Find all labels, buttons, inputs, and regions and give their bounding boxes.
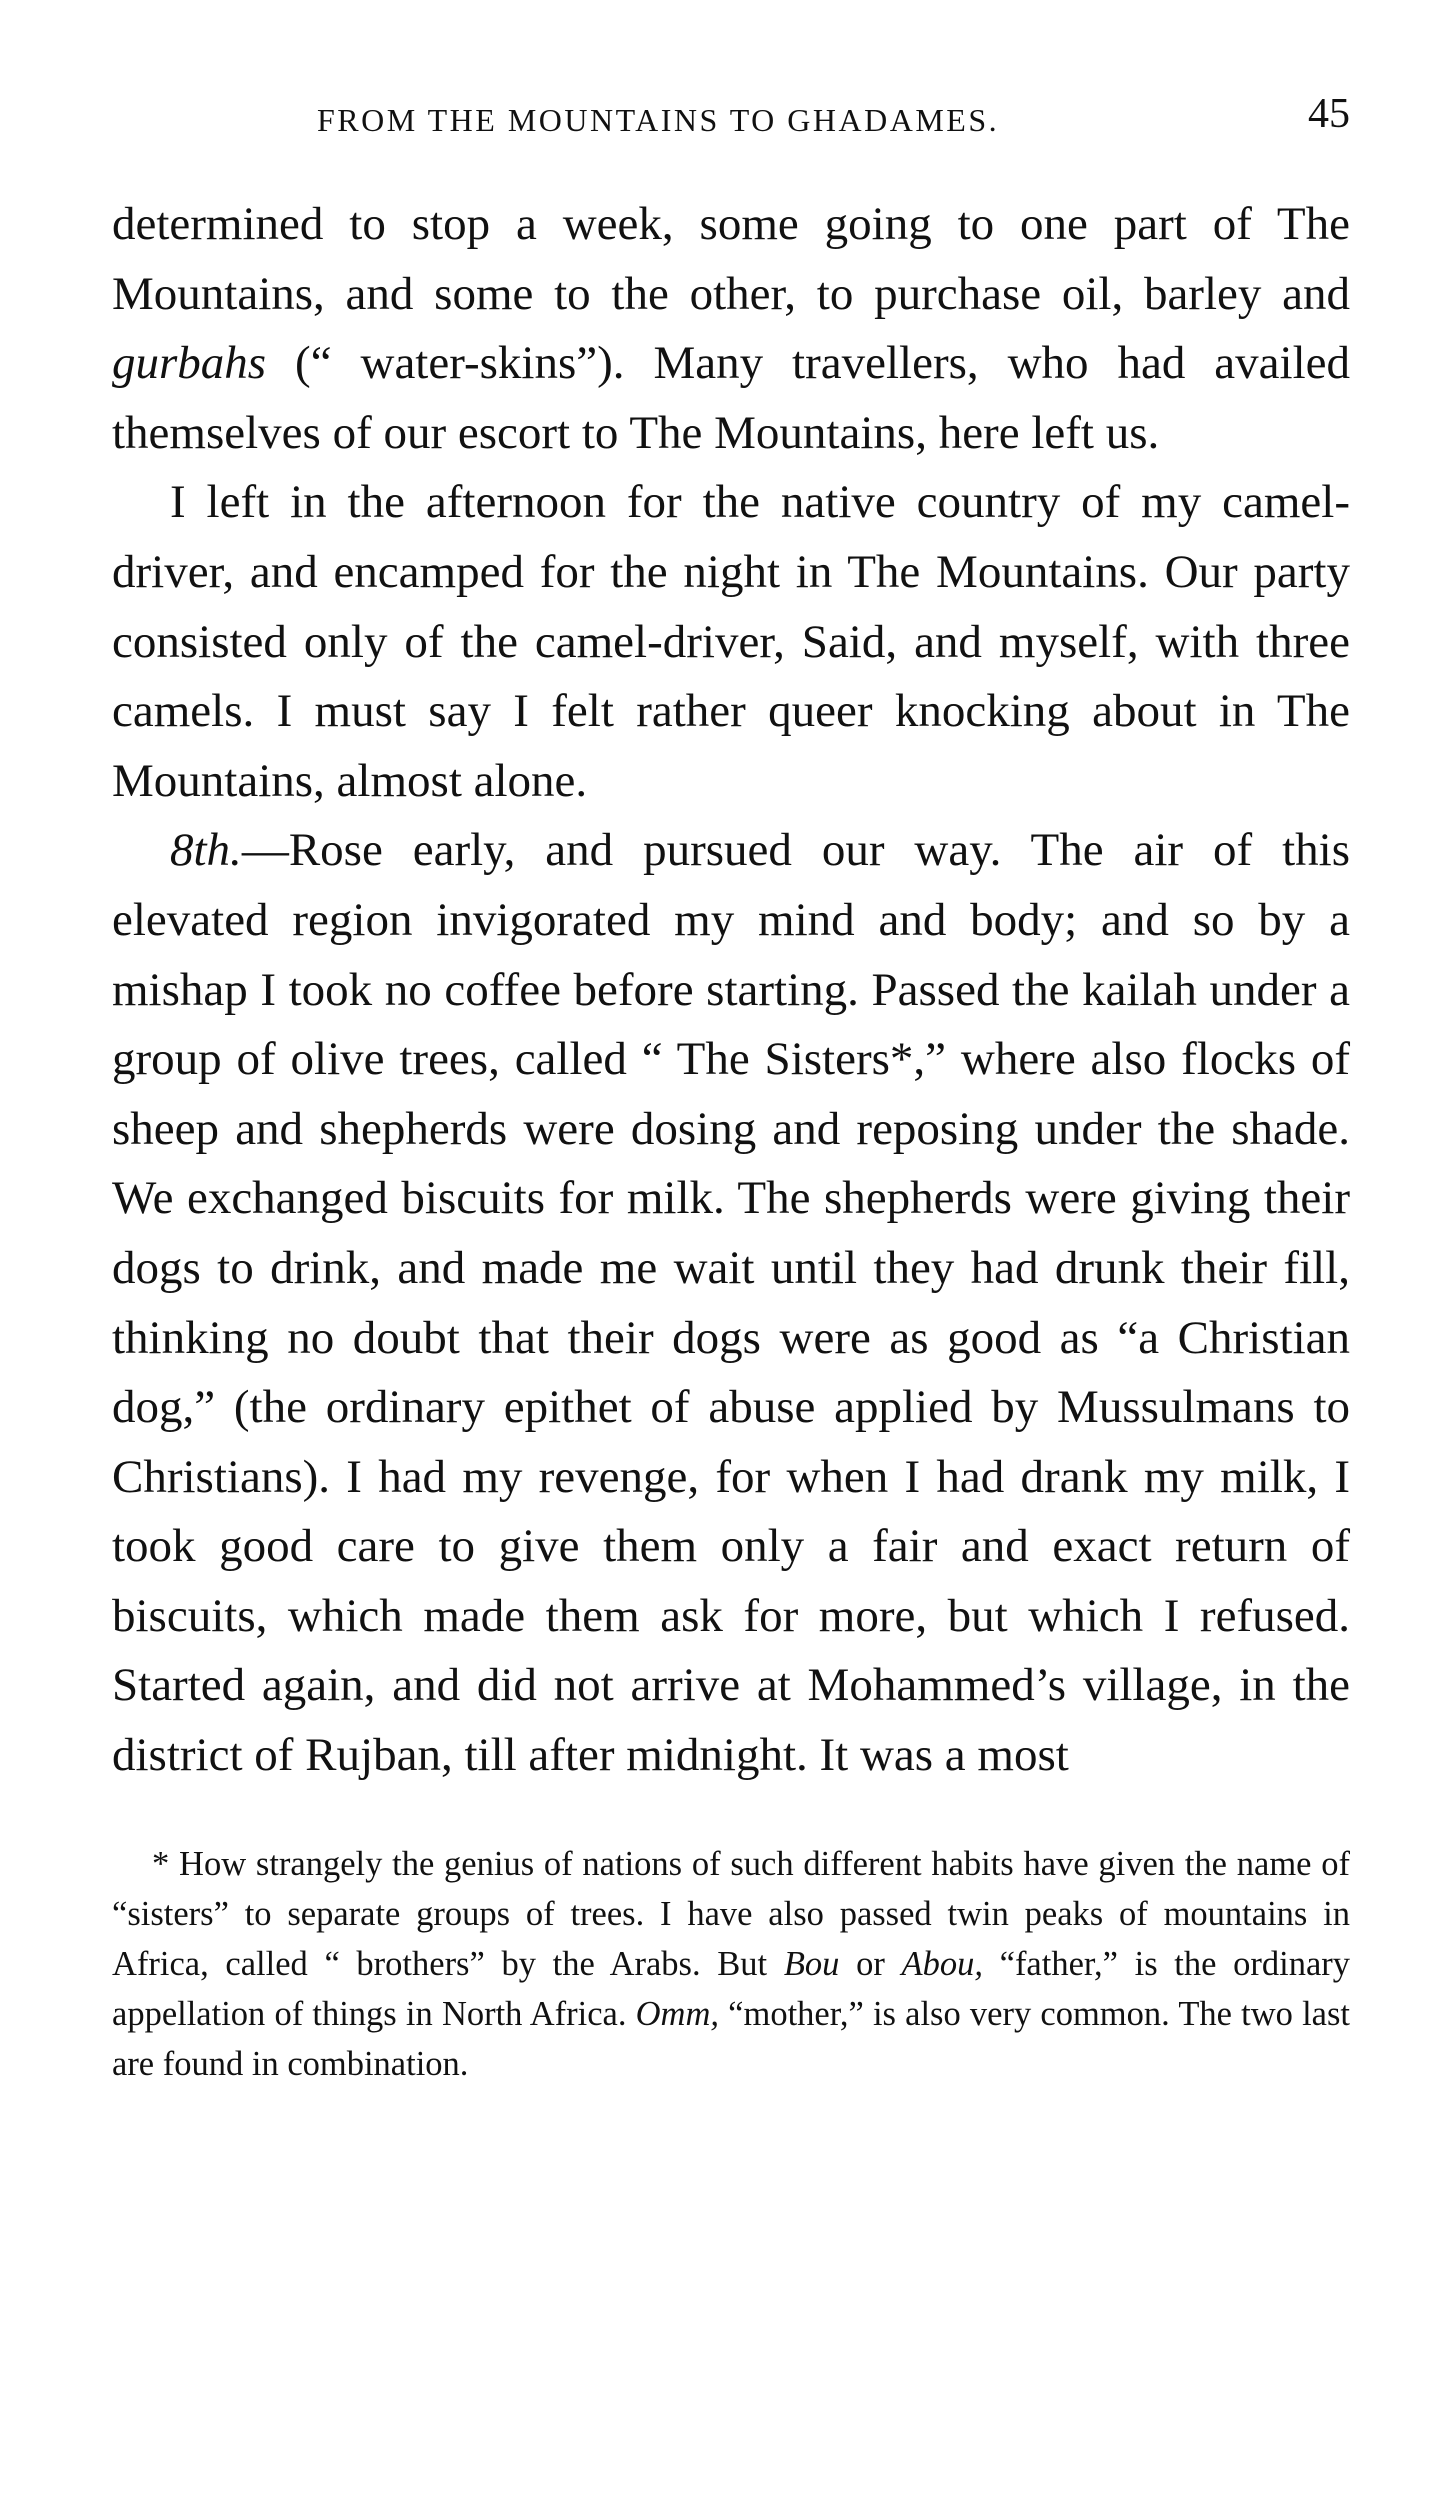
- page-number: 45: [1308, 91, 1350, 137]
- paragraph-1: [112, 190, 1350, 468]
- footnote-text-c: or: [839, 1944, 902, 1983]
- paragraph-1-text-c: (“ water-skins”). Many travellers, who had availed themselves of our escort to The Mountains, here left us.: [112, 337, 1350, 459]
- footnote-text-g: “mother,” is also very common. The two last are found in combination.: [112, 1994, 1350, 2083]
- footnote-italic-bou: Bou: [783, 1944, 840, 1983]
- paragraph-3-date: 8th.: [170, 824, 242, 877]
- running-title: FROM THE MOUNTAINS TO GHADAMES.: [317, 102, 1000, 138]
- paragraph-3-text: —Rose early, and pursued our way. The air of this elevated region invigorated my mind and body; and so by a mishap I took no coffee before starting. Passed the kailah under a group of olive trees, called “ The Sisters*,” where also flocks of sheep and shepherds were dosing and reposing under the shade. We exchanged biscuits for milk. The shepherds were giving their dogs to drink, and made me wait until they had drunk their fill, thinking no doubt that their dogs were as good as “a Christian dog,” (the ordinary epithet of abuse applied by Mussulmans to Christians). I had my revenge, for when I had drank my milk, I took good care to give them only a fair and exact return of biscuits, which made them ask for more, but which I refused. Started again, and did not arrive at Mohammed’s village, in the district of Rujban, till after midnight. It was a most: [112, 824, 1350, 1782]
- footnote-italic-abou: Abou,: [901, 1944, 983, 1983]
- footnote-text-a: * How strangely the genius of nations of such different habits have given the name of “sisters” to separate groups of trees. I have also passed twin peaks of mountains in Africa, called “ brothers” by the Arabs. But: [112, 1844, 1350, 1983]
- paragraph-3: [112, 816, 1350, 1790]
- page-header: [112, 90, 1350, 150]
- footnote-text-e: “father,” is the ordinary appellation of things in North Africa.: [112, 1944, 1351, 2033]
- book-page: [112, 90, 1350, 2123]
- paragraph-2: [112, 468, 1350, 816]
- paragraph-2-text: I left in the afternoon for the native country of my camel-driver, and encamped for the night in The Mountains. Our party consisted only of the camel-driver, Said, and myself, with three camels. I must say I felt rather queer knocking about in The Mountains, almost alone.: [112, 476, 1350, 807]
- paragraph-1-text-a: determined to stop a week, some going to one part of The Mountains, and some to the other, to purchase oil, barley and: [112, 198, 1350, 320]
- footnote-italic-omm: Omm,: [635, 1994, 719, 2033]
- footnote: [112, 1839, 1350, 2089]
- body-text: [112, 190, 1350, 1791]
- paragraph-1-italic-gurbahs: gurbahs: [112, 337, 267, 390]
